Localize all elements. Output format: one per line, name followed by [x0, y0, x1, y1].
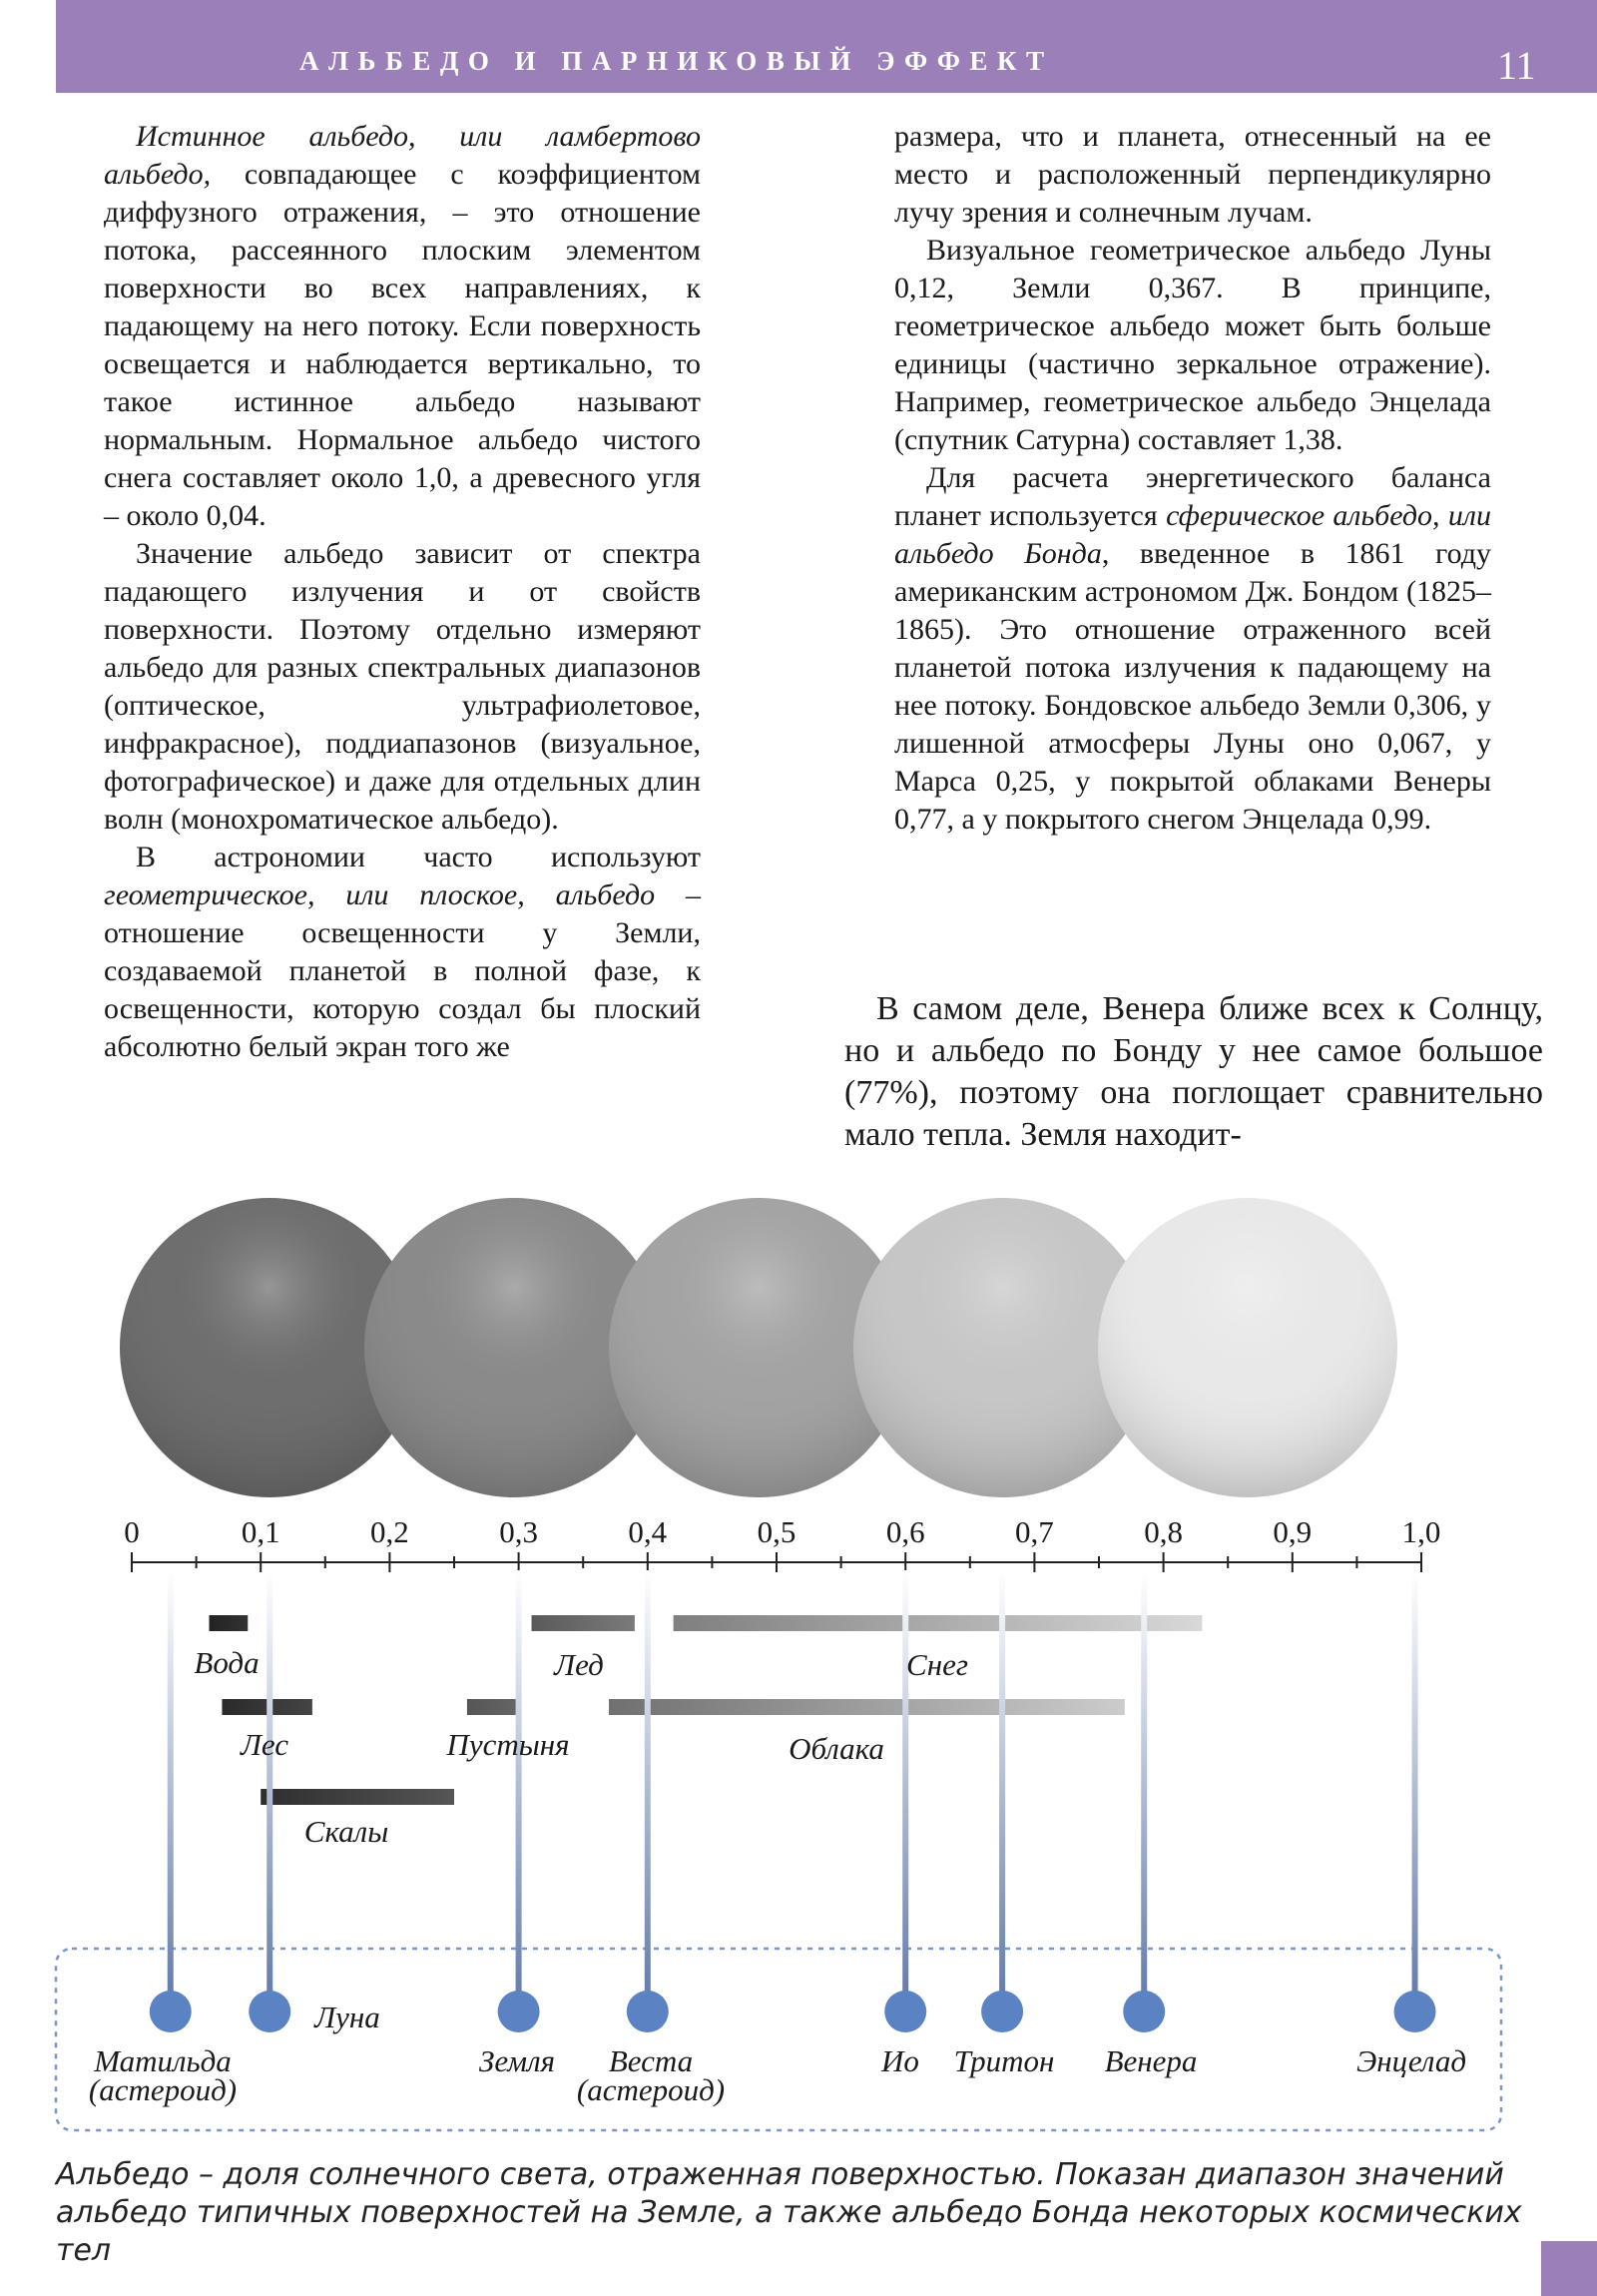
body-label: Веста: [608, 2043, 694, 2078]
corner-tab: [1541, 2241, 1597, 2296]
callout-paragraph: В самом деле, Венера ближе всех к Солнцу, но и альбедо по Бонду у нее самое большое (77%), поэтому она поглощает сравнительно мало тепла. Земля находит-: [844, 990, 1543, 1153]
body-label: Земля: [478, 2043, 556, 2078]
body-drop-line: [999, 1570, 1005, 2011]
paragraph: [104, 535, 701, 839]
body-drop-line: [645, 1570, 651, 2011]
paragraph: [104, 118, 701, 535]
tick-label: 0,4: [628, 1514, 668, 1549]
range-bar: [609, 1699, 1125, 1715]
paragraph: [894, 459, 1491, 839]
italic-term: сферическое альбедо, или альбедо Бонда: [894, 499, 1491, 570]
range-bar: [467, 1699, 519, 1715]
text-run: – отношение освещенности у Земли, создаваемой планетой в полной фазе, к освещенности, которую создал бы плоский абсолютно белый экран того же: [104, 878, 701, 1063]
tick-label: 1,0: [1401, 1514, 1441, 1549]
paragraph: [894, 232, 1491, 459]
text-run: Значение альбедо зависит от спектра падающего излучения и от свойств поверхности. Поэтому отдельно измеряют альбедо для разных спектральных диапазонов (оптическое, ультрафиолетовое, инфракрасное), поддиапазонов (визуальное, фотографическое) и даже для отдельных длин волн (монохроматическое альбедо).: [104, 537, 701, 836]
body-marker: [627, 1991, 669, 2032]
body-marker: [981, 1991, 1023, 2032]
range-label: Вода: [194, 1645, 260, 1680]
body-drop-line: [266, 1570, 272, 2011]
body-drop-line: [1412, 1570, 1418, 2011]
range-bar: [261, 1789, 454, 1805]
range-bar: [532, 1615, 635, 1631]
left-text-column: [104, 118, 701, 1066]
text-run: совпадающее с коэффициентом диффузного отражения, – это отношение потока, рассеянного плоским элементом поверхности во всех направлениях, к падающему на него потоку. Если поверхность освещается и наблюдается вертикально, то такое истинное альбедо называют нормальным. Нормальное альбедо чистого снега составляет около 1,0, а древесного угля – около 0,04.: [104, 158, 701, 532]
albedo-diagram: [0, 1178, 1597, 2176]
text-run: В астрономии часто используют: [136, 841, 701, 873]
tick-label: 0,5: [757, 1514, 797, 1549]
body-sublabel: (астероид): [576, 2072, 726, 2107]
tick-label: 0,8: [1144, 1514, 1183, 1549]
body-marker: [884, 1991, 926, 2032]
text-run: Для расчета энергетического баланса планет используется: [894, 461, 1491, 532]
right-text-column: [894, 118, 1491, 839]
tick-label: 0,1: [241, 1514, 280, 1549]
range-label: Лед: [554, 1647, 604, 1682]
body-sublabel: (астероид): [88, 2072, 238, 2107]
body-marker: [249, 1991, 290, 2032]
body-label: Тритон: [953, 2043, 1055, 2078]
range-label: Пустыня: [446, 1727, 570, 1762]
body-drop-line: [1141, 1570, 1147, 2011]
tick-label: 0: [124, 1514, 140, 1549]
tick-label: 0,6: [885, 1514, 925, 1549]
callout-text: [844, 988, 1543, 1156]
body-label: Луна: [314, 2000, 380, 2034]
tick-label: 0,3: [499, 1514, 538, 1549]
range-label: Лес: [240, 1727, 289, 1762]
body-drop-line: [902, 1570, 908, 2011]
text-run: размера, что и планета, отнесенный на ее место и расположенный перпендикулярно лучу зрения и солнечным лучам.: [894, 120, 1491, 229]
italic-term: геометрическое, или плоское, альбедо: [104, 878, 656, 911]
tick-label: 0,9: [1273, 1514, 1313, 1549]
tick-label: 0,2: [370, 1514, 409, 1549]
body-label: Энцелад: [1355, 2043, 1467, 2078]
italic-term: Истинное альбедо, или ламбертово альбедо,: [104, 120, 701, 191]
body-label: Венера: [1104, 2043, 1198, 2078]
range-label: Скалы: [303, 1814, 389, 1849]
body-marker: [498, 1991, 540, 2032]
range-bar: [674, 1615, 1203, 1631]
page-number: 11: [1497, 43, 1536, 88]
paragraph: [894, 118, 1491, 232]
figure-caption: Альбедо – доля солнечного света, отраженная поверхностью. Показан диапазон значений альбедо типичных поверхностей на Земле, а также альбедо Бонда некоторых космических тел: [56, 2157, 1522, 2268]
sphere-shading: [1098, 1198, 1397, 1497]
text-run: , введенное в 1861 году американским астрономом Дж. Бондом (1825–1865). Это отношение отраженного всей планетой потока излучения к падающему на нее потоку. Бондовское альбедо Земли 0,306, у лишенной атмосферы Луны оно 0,067, у Марса 0,25, у покрытой облаками Венеры 0,77, а у покрытого снегом Энцелада 0,99.: [894, 537, 1491, 836]
text-run: Визуальное геометрическое альбедо Луны 0,12, Земли 0,367. В принципе, геометрическое альбедо может быть больше единицы (частично зеркальное отражение). Например, геометрическое альбедо Энцелада (спутник Сатурна) составляет 1,38.: [894, 234, 1491, 456]
body-marker: [1123, 1991, 1165, 2032]
body-drop-line: [168, 1570, 174, 2011]
paragraph: [104, 839, 701, 1066]
tick-label: 0,7: [1015, 1514, 1054, 1549]
range-bar: [210, 1615, 249, 1631]
body-drop-line: [516, 1570, 522, 2011]
range-label: Облака: [789, 1731, 884, 1766]
running-header-title: АЛЬБЕДО И ПАРНИКОВЫЙ ЭФФЕКТ: [299, 46, 1054, 76]
albedo-figure: [0, 1178, 1597, 2176]
body-marker: [1394, 1991, 1436, 2032]
range-label: Снег: [906, 1647, 968, 1682]
body-label: Ио: [881, 2043, 919, 2078]
body-label: Матильда: [94, 2043, 232, 2078]
body-marker: [150, 1991, 192, 2032]
